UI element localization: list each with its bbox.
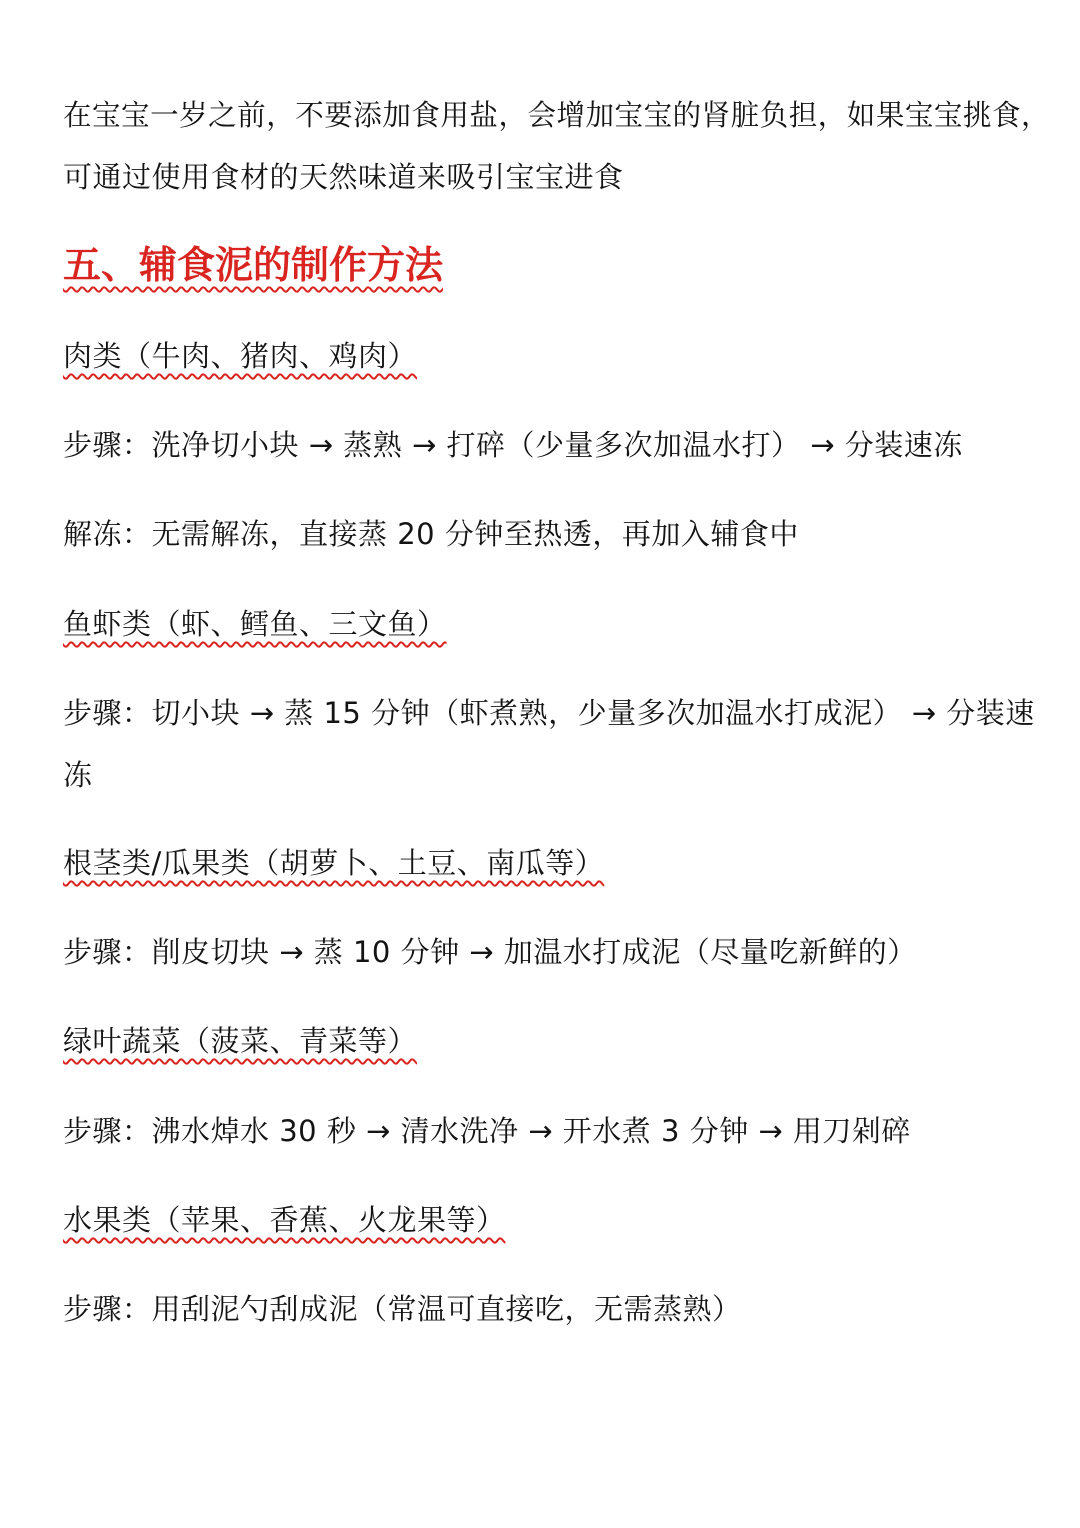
seafood-steps-line-1: 步骤：切小块 → 蒸 15 分钟（虾煮熟，少量多次加温水打成泥） → 分装速 <box>63 696 1035 730</box>
meat-steps: 步骤：洗净切小块 → 蒸熟 → 打碎（少量多次加温水打） → 分装速冻 <box>63 428 963 462</box>
leafy-greens-steps: 步骤：沸水焯水 30 秒 → 清水洗净 → 开水煮 3 分钟 → 用刀剁碎 <box>63 1114 911 1148</box>
root-vegetables-steps: 步骤：削皮切块 → 蒸 10 分钟 → 加温水打成泥（尽量吃新鲜的） <box>63 935 917 969</box>
intro-line-1: 在宝宝一岁之前，不要添加食用盐，会增加宝宝的肾脏负担，如果宝宝挑食， <box>63 98 1051 132</box>
category-title-seafood: 鱼虾类（虾、鳕鱼、三文鱼） <box>63 607 447 641</box>
category-title-meat: 肉类（牛肉、猪肉、鸡肉） <box>63 339 418 373</box>
intro-line-2: 可通过使用食材的天然味道来吸引宝宝进食 <box>63 160 624 194</box>
meat-thaw: 解冻：无需解冻，直接蒸 20 分钟至热透，再加入辅食中 <box>63 517 799 551</box>
category-title-root-vegetables: 根茎类/瓜果类（胡萝卜、土豆、南瓜等） <box>63 846 605 880</box>
fruits-steps: 步骤：用刮泥勺刮成泥（常温可直接吃，无需蒸熟） <box>63 1292 742 1326</box>
seafood-steps-line-2: 冻 <box>63 758 93 792</box>
section-title: 五、辅食泥的制作方法 <box>63 242 444 287</box>
category-title-fruits: 水果类（苹果、香蕉、火龙果等） <box>63 1203 506 1237</box>
category-title-leafy-greens: 绿叶蔬菜（菠菜、青菜等） <box>63 1024 418 1058</box>
